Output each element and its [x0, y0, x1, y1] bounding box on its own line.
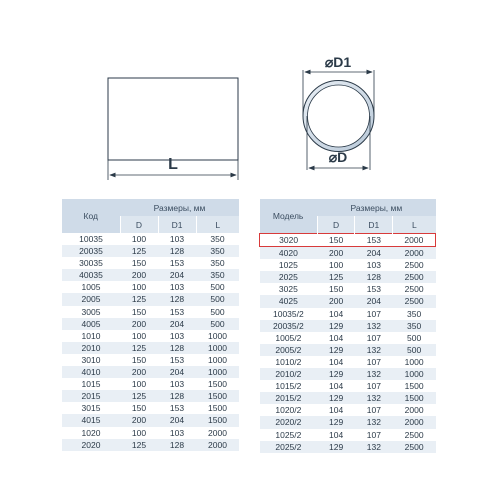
table-row: [260, 259, 436, 271]
cell-d: 125: [120, 342, 158, 354]
table-row: [260, 392, 436, 404]
cell-d: 150: [120, 402, 158, 414]
cell-d: 129: [317, 320, 355, 332]
cell-l: 2000: [393, 416, 436, 428]
cell-model: 1025: [260, 259, 318, 271]
highlighted-table-row: [260, 234, 436, 247]
cell-model: 1005/2: [260, 332, 318, 344]
code-column-header: Код: [62, 199, 120, 233]
cell-d1: 107: [355, 429, 393, 441]
outer-diameter-label: ⌀D1: [324, 54, 352, 70]
dimensions-group-header: Размеры, мм: [120, 199, 239, 216]
left-spec-table: [62, 199, 239, 451]
table-row: [260, 332, 436, 344]
cell-model: 2010/2: [260, 368, 318, 380]
cell-d: 129: [317, 392, 355, 404]
cell-l: 2500: [393, 271, 436, 283]
cell-l: 1000: [393, 368, 436, 380]
cell-d: 125: [317, 271, 355, 283]
cell-model: 10035/2: [260, 308, 318, 320]
cell-l: 1000: [196, 366, 239, 378]
cell-l: 1500: [393, 380, 436, 392]
inner-diameter-label: ⌀D: [328, 149, 348, 165]
table-row: [62, 427, 239, 439]
cell-model: 1015/2: [260, 380, 318, 392]
cell-l: 2000: [393, 404, 436, 416]
cell-model: 30035: [62, 257, 120, 269]
table-row: [62, 378, 239, 390]
cell-d: 125: [120, 390, 158, 402]
cell-d1: 132: [355, 441, 393, 453]
cell-d1: 132: [355, 392, 393, 404]
cell-d: 100: [317, 259, 355, 271]
cell-l: 2000: [196, 439, 239, 451]
cell-model: 1010/2: [260, 356, 318, 368]
cell-d: 125: [120, 293, 158, 305]
table-row: [62, 306, 239, 318]
cell-l: 1000: [196, 354, 239, 366]
cell-l: 2000: [393, 247, 436, 260]
table-row: [260, 429, 436, 441]
cell-model: 4015: [62, 414, 120, 426]
cell-d1: 107: [355, 308, 393, 320]
duct-side-view: [108, 78, 238, 180]
model-column-header: Модель: [260, 199, 318, 234]
cell-l: 1500: [196, 378, 239, 390]
cell-d1: 132: [355, 368, 393, 380]
cell-model: 20035/2: [260, 320, 318, 332]
cell-d1: 204: [158, 269, 196, 281]
table-row: [62, 245, 239, 257]
cell-d1: 153: [355, 234, 393, 247]
cell-d1: 132: [355, 416, 393, 428]
table-row: [62, 269, 239, 281]
cell-d: 104: [317, 429, 355, 441]
column-header-l: L: [393, 216, 436, 234]
cell-model: 2005/2: [260, 344, 318, 356]
table-row: [260, 271, 436, 283]
cell-model: 20035: [62, 245, 120, 257]
table-row: [62, 414, 239, 426]
table-row: [260, 320, 436, 332]
cell-l: 500: [393, 344, 436, 356]
cell-d: 100: [120, 330, 158, 342]
cell-l: 350: [393, 308, 436, 320]
duct-drawing: [0, 0, 500, 200]
cell-model: 1025/2: [260, 429, 318, 441]
column-header-l: L: [196, 216, 239, 233]
duct-ring-inner: [308, 85, 370, 147]
cell-l: 2500: [393, 283, 436, 295]
cell-l: 1500: [196, 414, 239, 426]
cell-d1: 103: [158, 378, 196, 390]
cell-d1: 128: [158, 390, 196, 402]
cell-l: 1500: [196, 390, 239, 402]
cell-d: 150: [120, 257, 158, 269]
cell-model: 3010: [62, 354, 120, 366]
table-row: [260, 356, 436, 368]
table-row: [260, 416, 436, 428]
cell-model: 40035: [62, 269, 120, 281]
cell-d1: 103: [158, 281, 196, 293]
cell-d: 150: [317, 234, 355, 247]
cell-d1: 103: [158, 427, 196, 439]
cell-l: 350: [196, 245, 239, 257]
table-row: [62, 233, 239, 245]
cell-d: 100: [120, 378, 158, 390]
cell-l: 350: [196, 257, 239, 269]
table-row: [62, 293, 239, 305]
cell-d1: 153: [158, 402, 196, 414]
cell-d: 125: [120, 439, 158, 451]
cell-d1: 204: [355, 295, 393, 307]
cell-l: 2000: [393, 234, 436, 247]
cell-l: 1500: [196, 402, 239, 414]
cell-model: 3005: [62, 306, 120, 318]
table-row: [62, 281, 239, 293]
table-row: [260, 308, 436, 320]
cell-model: 1015: [62, 378, 120, 390]
cell-model: 10035: [62, 233, 120, 245]
left-table-body: [62, 233, 239, 451]
column-header-d: D: [120, 216, 158, 233]
column-header-d: D: [317, 216, 355, 234]
cell-d: 150: [120, 306, 158, 318]
cell-d1: 153: [355, 283, 393, 295]
cell-l: 1000: [196, 342, 239, 354]
cell-d: 104: [317, 380, 355, 392]
cell-l: 350: [196, 269, 239, 281]
cell-d: 150: [120, 354, 158, 366]
cell-d: 200: [120, 414, 158, 426]
table-row: [260, 344, 436, 356]
cell-l: 500: [393, 332, 436, 344]
cell-d: 100: [120, 427, 158, 439]
cell-model: 4005: [62, 318, 120, 330]
cell-model: 2025: [260, 271, 318, 283]
column-header-d1: D1: [355, 216, 393, 234]
cell-d: 104: [317, 356, 355, 368]
cell-d: 129: [317, 344, 355, 356]
table-row: [260, 295, 436, 307]
cell-d1: 132: [355, 320, 393, 332]
cell-d: 200: [120, 366, 158, 378]
cell-model: 4010: [62, 366, 120, 378]
cell-l: 2500: [393, 259, 436, 271]
cell-d1: 128: [158, 342, 196, 354]
cell-d1: 128: [355, 271, 393, 283]
table-row: [62, 366, 239, 378]
table-row: [62, 439, 239, 451]
cell-d: 100: [120, 233, 158, 245]
cell-l: 1000: [393, 356, 436, 368]
cell-model: 3020: [260, 234, 318, 247]
cell-l: 500: [196, 306, 239, 318]
cell-d1: 107: [355, 356, 393, 368]
cell-model: 2020: [62, 439, 120, 451]
cell-d1: 103: [158, 233, 196, 245]
table-row: [260, 441, 436, 453]
cell-d: 104: [317, 308, 355, 320]
cell-d1: 107: [355, 332, 393, 344]
table-row: [62, 390, 239, 402]
cell-model: 2015/2: [260, 392, 318, 404]
cell-model: 2020/2: [260, 416, 318, 428]
table-row: [260, 247, 436, 260]
cell-model: 1020: [62, 427, 120, 439]
cell-model: 1005: [62, 281, 120, 293]
cell-d1: 153: [158, 306, 196, 318]
length-label: L: [168, 156, 178, 173]
cell-d1: 128: [158, 293, 196, 305]
table-row: [260, 404, 436, 416]
cell-d: 100: [120, 281, 158, 293]
cell-d: 129: [317, 441, 355, 453]
table-row: [62, 257, 239, 269]
cell-l: 2500: [393, 295, 436, 307]
cell-d1: 204: [158, 318, 196, 330]
cell-l: 350: [393, 320, 436, 332]
cell-l: 500: [196, 281, 239, 293]
cell-l: 2000: [196, 427, 239, 439]
cell-l: 500: [196, 293, 239, 305]
cell-d1: 204: [158, 414, 196, 426]
cell-l: 1500: [393, 392, 436, 404]
cell-d1: 204: [158, 366, 196, 378]
cell-model: 1020/2: [260, 404, 318, 416]
cell-model: 2010: [62, 342, 120, 354]
table-row: [62, 330, 239, 342]
cell-d: 200: [317, 295, 355, 307]
cell-d1: 204: [355, 247, 393, 260]
cell-d: 200: [120, 318, 158, 330]
cell-l: 1000: [196, 330, 239, 342]
cell-model: 4020: [260, 247, 318, 260]
cell-d1: 107: [355, 404, 393, 416]
cell-d: 150: [317, 283, 355, 295]
cell-model: 4025: [260, 295, 318, 307]
cell-d: 104: [317, 332, 355, 344]
cell-model: 2015: [62, 390, 120, 402]
cell-l: 2500: [393, 441, 436, 453]
cell-model: 2025/2: [260, 441, 318, 453]
table-row: [260, 368, 436, 380]
table-row: [62, 402, 239, 414]
cell-d: 104: [317, 404, 355, 416]
dimensions-group-header: Размеры, мм: [317, 199, 435, 216]
cell-d: 200: [317, 247, 355, 260]
right-table-body: [260, 234, 436, 453]
cell-d: 200: [120, 269, 158, 281]
cell-model: 2005: [62, 293, 120, 305]
table-row: [62, 342, 239, 354]
cell-d1: 128: [158, 439, 196, 451]
cell-d1: 132: [355, 344, 393, 356]
cell-model: 1010: [62, 330, 120, 342]
cell-d1: 103: [158, 330, 196, 342]
table-row: [260, 380, 436, 392]
duct-front-view: [303, 54, 374, 170]
cell-l: 2500: [393, 429, 436, 441]
cell-l: 500: [196, 318, 239, 330]
table-row: [62, 318, 239, 330]
cell-d1: 107: [355, 380, 393, 392]
column-header-d1: D1: [158, 216, 196, 233]
cell-d: 125: [120, 245, 158, 257]
cell-l: 350: [196, 233, 239, 245]
cell-model: 3015: [62, 402, 120, 414]
cell-d1: 103: [355, 259, 393, 271]
cell-d1: 153: [158, 354, 196, 366]
cell-d: 129: [317, 416, 355, 428]
cell-model: 3025: [260, 283, 318, 295]
table-row: [260, 283, 436, 295]
cell-d1: 153: [158, 257, 196, 269]
right-spec-table: [259, 199, 436, 453]
cell-d1: 128: [158, 245, 196, 257]
cell-d: 129: [317, 368, 355, 380]
table-row: [62, 354, 239, 366]
